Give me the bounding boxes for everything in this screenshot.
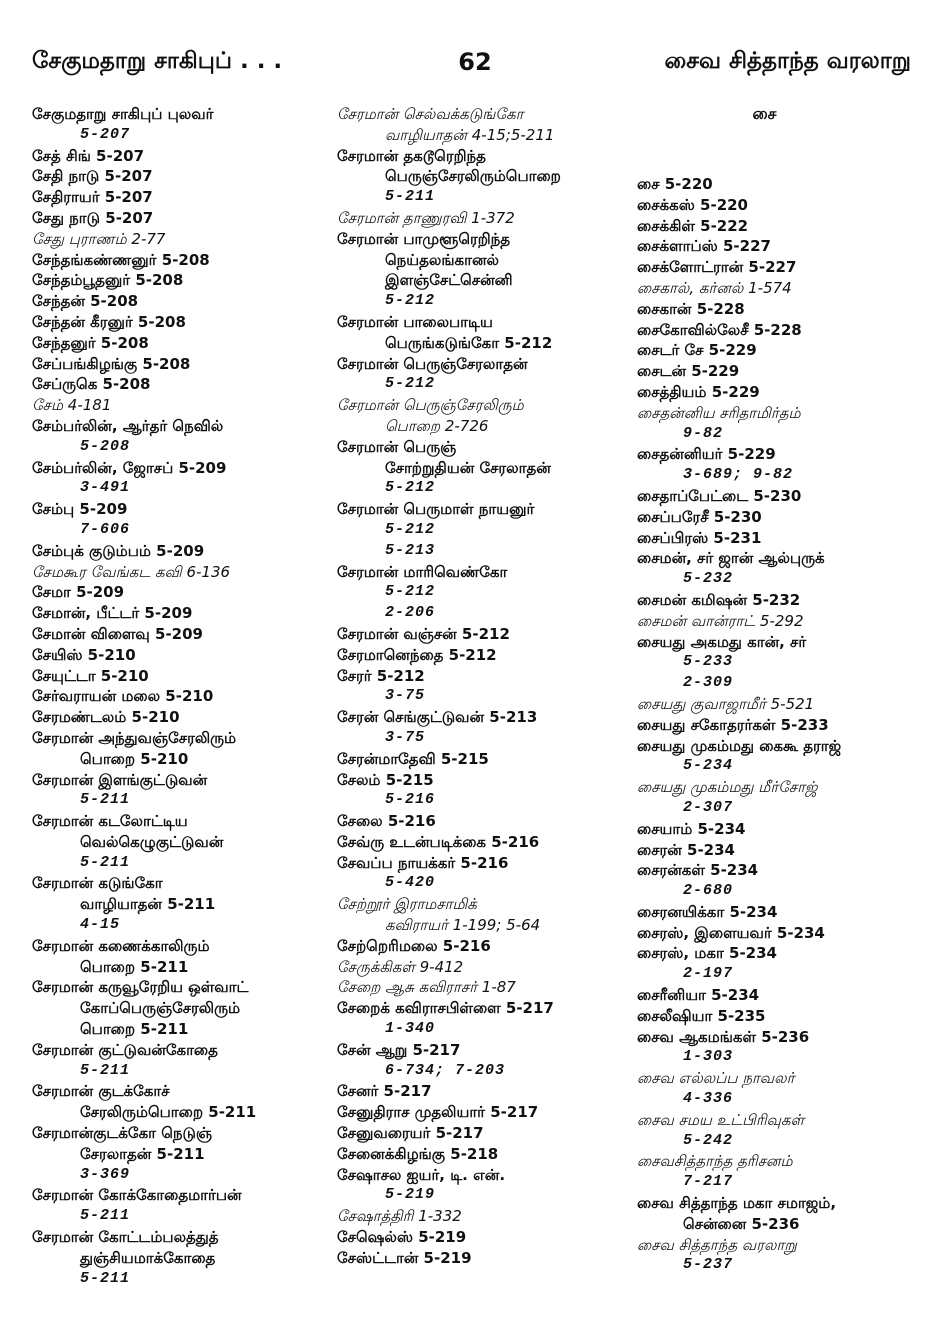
entry-reference: 2-680 xyxy=(683,882,734,900)
index-entry xyxy=(637,257,932,278)
index-entry xyxy=(337,1144,632,1165)
entry-headword: சேப்பங்கிழங்கு 5-208 xyxy=(32,354,191,373)
entry-headword: சேரமான் குடக்கோச் xyxy=(32,1082,170,1101)
entry-continuation: வெல்கெழுகுட்டுவன் xyxy=(80,832,224,851)
entry-headword: சைத்தியம் 5-229 xyxy=(637,382,760,401)
index-entry xyxy=(637,985,932,1006)
entry-reference: 5-212 xyxy=(385,583,436,601)
entry-headword: சேரமான் கடுங்கோ xyxy=(32,874,163,893)
index-entry xyxy=(32,250,332,271)
entry-reference: 2-309 xyxy=(683,674,734,692)
entry-headword: சைமன் வான்ராட் 5-292 xyxy=(637,611,804,630)
index-entry xyxy=(637,1193,932,1235)
index-entry xyxy=(32,1185,332,1227)
entry-continuation: பெருஞ்சேரலிரும்பொறை xyxy=(385,167,561,186)
entry-headword: சைதன்னிய சரிதாமிர்தம் xyxy=(637,403,801,422)
entry-headword: சையது முகம்மது கைகூ தராஜ் xyxy=(637,736,842,755)
index-entry xyxy=(32,686,332,707)
entry-headword: சேரன் செங்குட்டுவன் 5-213 xyxy=(337,708,538,727)
entry-headword: சைக்ளோட்ரான் 5-227 xyxy=(637,258,797,277)
entry-reference: 5-242 xyxy=(683,1131,734,1149)
index-entry xyxy=(637,236,932,257)
index-entry xyxy=(637,819,932,840)
index-entry xyxy=(337,1248,632,1269)
index-entry xyxy=(337,208,632,229)
entry-headword: சைவ சமய உட்பிரிவுகள் xyxy=(637,1110,805,1129)
entry-headword: சேரமான் இளங்குட்டுவன் xyxy=(32,770,208,789)
index-entry xyxy=(32,811,332,873)
index-entry xyxy=(637,340,932,361)
entry-headword: சேஸ்ட்டான் 5-219 xyxy=(337,1248,472,1267)
index-column-2 xyxy=(337,104,632,1269)
entry-reference: 2-206 xyxy=(385,604,436,622)
index-entry xyxy=(637,1235,932,1277)
index-entry xyxy=(637,632,932,694)
entry-headword: சேவ்ரு உடன்படிக்கை 5-216 xyxy=(337,832,540,851)
entry-continuation: பெருங்கடுங்கோ 5-212 xyxy=(385,333,553,352)
entry-headword: சைதாப்பேட்டை 5-230 xyxy=(637,486,802,505)
index-entry xyxy=(337,104,632,146)
entry-headword: சேஷாசல ஐயர், டி. என். xyxy=(337,1165,506,1184)
entry-reference: 5-213 xyxy=(385,541,436,559)
index-entry xyxy=(337,957,632,978)
entry-headword: சேந்தன் 5-208 xyxy=(32,292,139,311)
page-number: 62 xyxy=(458,48,492,76)
entry-headword: சேகுமதாறு சாகிபுப் புலவர் xyxy=(32,105,214,123)
entry-reference: 3-369 xyxy=(80,1165,131,1183)
entry-reference: 3-689; 9-82 xyxy=(683,466,794,484)
entry-headword: சேரன்மாதேவி 5-215 xyxy=(337,749,489,768)
entry-reference: 3-75 xyxy=(385,728,426,746)
index-entry xyxy=(32,291,332,312)
entry-continuation: இளஞ்சேட்சென்னி xyxy=(385,271,513,290)
entry-continuation: பொறை 2-726 xyxy=(385,416,489,435)
entry-reference: 5-207 xyxy=(80,125,131,143)
entry-headword: சேத் சிங் 5-207 xyxy=(32,146,145,165)
entry-headword: சேலம் 5-215 xyxy=(337,770,434,789)
entry-continuation: பொறை 5-210 xyxy=(80,749,189,768)
index-entry xyxy=(637,715,932,736)
index-entry xyxy=(32,208,332,229)
index-entry xyxy=(637,860,932,902)
entry-headword: சேரமான் கணைக்காலிரும் xyxy=(32,936,210,955)
index-column-1 xyxy=(32,104,332,1289)
section-spacer xyxy=(637,124,932,174)
entry-headword: சேரமான் வஞ்சன் 5-212 xyxy=(337,624,510,643)
entry-reference: 5-237 xyxy=(683,1256,734,1274)
entry-headword: சேரமான் கடலோட்டிய xyxy=(32,812,188,831)
entry-headword: சேமகூர வேங்கட கவி 6-136 xyxy=(32,562,231,581)
entry-continuation: கோப்பெருஞ்சேரலிரும் xyxy=(80,999,241,1018)
entry-headword: சைரன் 5-234 xyxy=(637,840,735,859)
entry-headword: சேயுட்டா 5-210 xyxy=(32,666,149,685)
running-head-right: சைவ சித்தாந்த வரலாறு xyxy=(664,48,911,74)
index-entry xyxy=(337,936,632,957)
index-entry xyxy=(337,229,632,312)
entry-headword: சைரன்கள் 5-234 xyxy=(637,861,759,880)
index-entry xyxy=(32,666,332,687)
index-entry xyxy=(32,458,332,500)
entry-reference: 5-232 xyxy=(683,570,734,588)
index-entry xyxy=(337,811,632,832)
entry-reference: 5-211 xyxy=(80,853,131,871)
index-entry xyxy=(637,1027,932,1069)
entry-headword: சேனர் 5-217 xyxy=(337,1082,432,1101)
index-entry xyxy=(337,437,632,499)
entry-continuation: சென்னை 5-236 xyxy=(683,1214,800,1233)
entry-reference: 5-211 xyxy=(80,1207,131,1225)
entry-headword: சேறைக் கவிராசபிள்ளை 5-217 xyxy=(337,999,554,1018)
entry-headword: சேரமான்குடக்கோ நெடுஞ் xyxy=(32,1124,213,1143)
entry-reference: 5-219 xyxy=(385,1186,436,1204)
entry-headword: சைரனயிக்கா 5-234 xyxy=(637,902,778,921)
entry-headword: சைகோவில்லேசீ 5-228 xyxy=(637,320,802,339)
entry-reference: 4-15 xyxy=(80,916,121,934)
index-entry xyxy=(337,998,632,1040)
entry-reference: 5-212 xyxy=(385,520,436,538)
entry-headword: சேம்பர்லின், ஜோசப் 5-209 xyxy=(32,458,227,477)
section-letter-heading: சை xyxy=(752,104,777,123)
entry-headword: சேஷாத்திரி 1-332 xyxy=(337,1207,462,1226)
running-head-left: சேகுமதாறு சாகிபுப் . . . xyxy=(32,48,283,74)
entry-continuation: கவிராயர் 1-199; 5-64 xyxy=(385,916,541,935)
entry-headword: சேரமான் தாணுரவி 1-372 xyxy=(337,208,515,227)
entry-continuation: நெய்தலங்கானல் xyxy=(385,250,499,269)
index-entry xyxy=(32,936,332,978)
entry-continuation: வாழியாதன் 4-15;5-211 xyxy=(385,125,555,144)
index-entry xyxy=(337,499,632,561)
index-entry xyxy=(637,943,932,985)
index-entry xyxy=(337,1206,632,1227)
entry-headword: சேரமானெந்தை 5-212 xyxy=(337,645,497,664)
entry-headword: சைலீஷியா 5-235 xyxy=(637,1006,766,1025)
index-entry xyxy=(637,361,932,382)
entry-headword: சேனுவரையர் 5-217 xyxy=(337,1124,484,1143)
index-entry xyxy=(637,486,932,507)
entry-headword: சேற்றெரிமலை 5-216 xyxy=(337,936,491,955)
entry-headword: சைவ சித்தாந்த மகா சமாஜம், xyxy=(637,1194,837,1213)
index-entry xyxy=(337,853,632,895)
index-entry xyxy=(337,707,632,749)
entry-reference: 4-336 xyxy=(683,1090,734,1108)
index-entry xyxy=(637,923,932,944)
entry-headword: சைகால், கர்னல் 1-574 xyxy=(637,278,792,297)
entry-headword: சையது அகமது கான், சர் xyxy=(637,632,807,651)
entry-headword: சேரமான் பெருஞ் xyxy=(337,437,457,456)
entry-headword: சையாம் 5-234 xyxy=(637,819,746,838)
index-entry xyxy=(637,1068,932,1110)
index-entry xyxy=(637,174,932,195)
entry-headword: சேந்தங்கண்ணனுர் 5-208 xyxy=(32,250,210,269)
entry-headword: சேரமான் பாமுளூரெறிந்த xyxy=(337,229,511,248)
entry-continuation: வாழியாதன் 5-211 xyxy=(80,895,216,914)
index-entry xyxy=(337,624,632,645)
index-entry xyxy=(32,562,332,583)
entry-headword: சேருக்கிகள் 9-412 xyxy=(337,957,464,976)
entry-headword: சைமன் கமிஷன் 5-232 xyxy=(637,590,801,609)
index-entry xyxy=(32,104,332,146)
entry-reference: 5-216 xyxy=(385,791,436,809)
entry-headword: சேன் ஆறு 5-217 xyxy=(337,1040,461,1059)
entry-headword: சேந்தனுர் 5-208 xyxy=(32,333,149,352)
index-entry xyxy=(32,416,332,458)
entry-headword: சைகான் 5-228 xyxy=(637,299,745,318)
index-entry xyxy=(32,187,332,208)
entry-headword: சை 5-220 xyxy=(637,175,713,193)
entry-headword: சேமான், பீட்டர் 5-209 xyxy=(32,604,193,623)
index-entry xyxy=(337,770,632,812)
index-entry xyxy=(637,278,932,299)
index-entry xyxy=(337,977,632,998)
entry-reference: 3-491 xyxy=(80,479,131,497)
index-entry xyxy=(32,1081,332,1123)
entry-headword: சேரமான் பாலைபாடிய xyxy=(337,312,493,331)
entry-headword: சையது குவாஜாமீர் 5-521 xyxy=(637,694,815,713)
index-entry xyxy=(32,873,332,935)
entry-headword: சேஷெல்ஸ் 5-219 xyxy=(337,1228,467,1247)
entry-headword: சேர்வராயன் மலை 5-210 xyxy=(32,687,214,706)
entry-reference: 2-197 xyxy=(683,965,734,983)
entry-headword: சேரமான் பெருஞ்சேரலாதன் xyxy=(337,354,528,373)
entry-reference: 5-233 xyxy=(683,653,734,671)
index-entry xyxy=(32,624,332,645)
entry-headword: சேரர் 5-212 xyxy=(337,666,425,685)
index-entry xyxy=(637,840,932,861)
entry-headword: சேனுதிராச முதலியார் 5-217 xyxy=(337,1103,539,1122)
entry-headword: சைவ சித்தாந்த வரலாறு xyxy=(637,1235,797,1254)
entry-headword: சேரமான் அந்துவஞ்சேரலிரும் xyxy=(32,728,237,747)
entry-headword: சைப்பரேசீ 5-230 xyxy=(637,507,762,526)
index-entry xyxy=(32,166,332,187)
entry-reference: 5-211 xyxy=(80,1061,131,1079)
entry-headword: சேரமான் பெருஞ்சேரலிரும் xyxy=(337,396,524,415)
entry-headword: சைதன்னியர் 5-229 xyxy=(637,445,776,464)
index-entry xyxy=(32,541,332,562)
entry-headword: சேரமான் மாரிவெண்கோ xyxy=(337,562,508,581)
index-entry xyxy=(32,728,332,770)
index-entry xyxy=(32,354,332,375)
index-entry xyxy=(337,749,632,770)
index-entry xyxy=(637,1151,932,1193)
index-entry xyxy=(337,894,632,936)
index-entry xyxy=(637,382,932,403)
entry-reference: 6-734; 7-203 xyxy=(385,1061,506,1079)
entry-reference: 5-211 xyxy=(385,188,436,206)
entry-headword: சேமான் விளைவு 5-209 xyxy=(32,624,203,643)
index-entry xyxy=(637,216,932,237)
entry-continuation: சேரலாதன் 5-211 xyxy=(80,1144,205,1163)
index-entry xyxy=(337,645,632,666)
index-entry xyxy=(32,603,332,624)
index-entry xyxy=(32,499,332,541)
index-entry xyxy=(637,902,932,923)
index-entry xyxy=(637,1110,932,1152)
entry-headword: சேப்ருகெ 5-208 xyxy=(32,375,151,394)
index-entry xyxy=(637,694,932,715)
entry-reference: 7-606 xyxy=(80,520,131,538)
index-entry xyxy=(337,1040,632,1082)
entry-headword: சேம் 4-181 xyxy=(32,396,112,415)
index-entry xyxy=(637,736,932,778)
entry-headword: சேது நாடு 5-207 xyxy=(32,208,154,227)
entry-headword: சேனைக்கிழங்கு 5-218 xyxy=(337,1144,499,1163)
entry-reference: 5-211 xyxy=(80,791,131,809)
entry-headword: சேரமான் கோக்கோதைமார்பன் xyxy=(32,1186,242,1205)
index-entry xyxy=(32,582,332,603)
entry-headword: சேயிஸ் 5-210 xyxy=(32,645,136,664)
entry-continuation: துஞ்சியமாக்கோதை xyxy=(80,1248,216,1267)
index-entry xyxy=(637,1006,932,1027)
index-entry xyxy=(32,977,332,1039)
entry-headword: சேரமான் கருவூரேறிய ஒள்வாட் xyxy=(32,978,249,997)
entry-headword: சேந்தம்பூதனுர் 5-208 xyxy=(32,271,184,290)
entry-continuation: சோற்றுதியன் சேரலாதன் xyxy=(385,458,551,477)
entry-headword: சைவசித்தாந்த தரிசனம் xyxy=(637,1152,793,1171)
entry-headword: சேவப்ப நாயக்கர் 5-216 xyxy=(337,853,509,872)
entry-reference: 2-307 xyxy=(683,798,734,816)
entry-headword: சைவ எல்லப்ப நாவலர் xyxy=(637,1069,795,1088)
entry-headword: சைக்ளாப்ஸ் 5-227 xyxy=(637,237,771,256)
entry-headword: சேரமண்டலம் 5-210 xyxy=(32,708,180,727)
index-entry xyxy=(637,590,932,611)
entry-reference: 5-212 xyxy=(385,375,436,393)
entry-headword: சையது முகம்மது மீர்சோஜ் xyxy=(637,778,818,797)
entry-headword: சேலை 5-216 xyxy=(337,812,436,831)
entry-headword: சேரமான் குட்டுவன்கோதை xyxy=(32,1040,218,1059)
entry-headword: சைரஸ், இளையவர் 5-234 xyxy=(637,923,825,942)
entry-headword: சைக்கஸ் 5-220 xyxy=(637,195,748,214)
index-entry xyxy=(32,395,332,416)
entry-headword: சேம்புக் குடும்பம் 5-209 xyxy=(32,541,205,560)
index-entry xyxy=(637,507,932,528)
index-entry xyxy=(32,312,332,333)
index-entry xyxy=(337,1227,632,1248)
entry-headword: சேதிராயர் 5-207 xyxy=(32,188,153,207)
index-entry xyxy=(637,403,932,445)
entry-reference: 5-208 xyxy=(80,437,131,455)
index-entry xyxy=(32,645,332,666)
index-entry xyxy=(32,374,332,395)
entry-headword: சேம்பர்லின், ஆர்தர் நெவில் xyxy=(32,416,224,435)
index-entry xyxy=(32,333,332,354)
index-entry xyxy=(637,320,932,341)
entry-reference: 3-75 xyxy=(385,687,426,705)
index-entry xyxy=(337,1102,632,1123)
entry-continuation: பொறை 5-211 xyxy=(80,957,189,976)
entry-reference: 5-211 xyxy=(80,1269,131,1287)
entry-headword: சேம்பு 5-209 xyxy=(32,500,128,519)
index-entry xyxy=(637,611,932,632)
index-entry xyxy=(337,312,632,354)
index-entry xyxy=(32,1123,332,1185)
entry-headword: சைடர் சே 5-229 xyxy=(637,341,757,360)
entry-reference: 5-420 xyxy=(385,874,436,892)
entry-reference: 5-212 xyxy=(385,292,436,310)
entry-headword: சைமன், சர் ஜான் ஆல்புருக் xyxy=(637,549,825,568)
entry-headword: சேமா 5-209 xyxy=(32,583,125,602)
entry-headword: சைப்பிரஸ் 5-231 xyxy=(637,528,762,547)
entry-headword: சேதி நாடு 5-207 xyxy=(32,167,153,186)
entry-headword: சைடன் 5-229 xyxy=(637,362,740,381)
index-entry xyxy=(337,354,632,396)
index-entry xyxy=(637,548,932,590)
entry-reference: 7-217 xyxy=(683,1173,734,1191)
page-header xyxy=(0,48,939,88)
index-entry xyxy=(32,770,332,812)
entry-continuation: சேரலிரும்பொறை 5-211 xyxy=(80,1103,257,1122)
entry-headword: சேறை ஆசு கவிராசர் 1-87 xyxy=(337,978,516,997)
index-entry xyxy=(32,1227,332,1289)
index-entry xyxy=(337,832,632,853)
entry-headword: சேரமான் பெருமாள் நாயனுர் xyxy=(337,500,535,519)
index-column-3 xyxy=(637,104,932,1276)
index-entry xyxy=(32,229,332,250)
entry-headword: சைரஸ், மகா 5-234 xyxy=(637,944,777,963)
entry-headword: சேற்றூர் இராமசாமிக் xyxy=(337,895,477,914)
index-entry xyxy=(637,777,932,819)
entry-headword: சேது புராணம் 2-77 xyxy=(32,229,166,248)
index-entry xyxy=(32,270,332,291)
index-entry xyxy=(637,195,932,216)
index-entry xyxy=(337,1123,632,1144)
entry-headword: சையது சகோதரர்கள் 5-233 xyxy=(637,715,829,734)
index-entry xyxy=(337,395,632,437)
entry-continuation: பொறை 5-211 xyxy=(80,1020,189,1039)
index-entry xyxy=(337,146,632,208)
index-entry xyxy=(32,707,332,728)
entry-reference: 9-82 xyxy=(683,424,724,442)
entry-headword: சைவ ஆகமங்கள் 5-236 xyxy=(637,1027,810,1046)
index-entry xyxy=(637,299,932,320)
index-entry xyxy=(32,1040,332,1082)
entry-headword: சேந்தன் கீரனுர் 5-208 xyxy=(32,312,186,331)
entry-headword: சேரமான் செல்வக்கடுங்கோ xyxy=(337,105,524,123)
index-entry xyxy=(337,1081,632,1102)
index-entry xyxy=(32,146,332,167)
entry-reference: 5-212 xyxy=(385,479,436,497)
index-entry xyxy=(637,528,932,549)
index-entry xyxy=(337,666,632,708)
entry-reference: 1-303 xyxy=(683,1048,734,1066)
entry-reference: 1-340 xyxy=(385,1020,436,1038)
index-entry xyxy=(337,1165,632,1207)
index-entry xyxy=(337,562,632,624)
entry-headword: சேரமான் தகடூரெறிந்த xyxy=(337,146,486,165)
entry-headword: சைரீனியா 5-234 xyxy=(637,986,760,1005)
entry-headword: சேரமான் கோட்டம்பலத்துத் xyxy=(32,1228,219,1247)
index-entry xyxy=(637,444,932,486)
entry-reference: 5-234 xyxy=(683,757,734,775)
entry-headword: சைக்கிள் 5-222 xyxy=(637,216,749,235)
